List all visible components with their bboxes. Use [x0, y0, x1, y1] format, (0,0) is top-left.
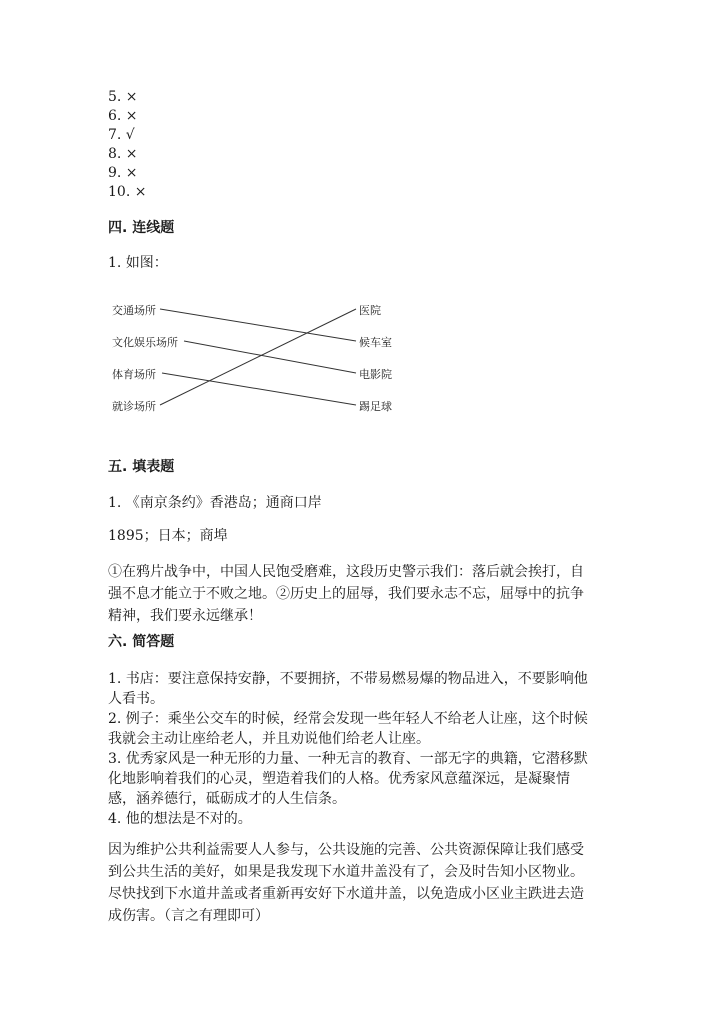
answer-5: 5. ×	[108, 89, 138, 105]
section6-final-line: 到公共生活的美好，如果是我发现下水道井盖没有了，会及时告知小区物业。	[108, 864, 584, 880]
right-item-hospital: 医院	[359, 304, 381, 317]
section6-answer-line: 我就会主动让座给老人，并且劝说他们给老人让座。	[108, 731, 430, 747]
section6-final-line: 成伤害。（言之有理即可）	[108, 908, 269, 924]
match-line-clinic-hospital	[160, 309, 356, 405]
section6-final-line: 因为维护公共利益需要人人参与，公共设施的完善、公共资源保障让我们感受	[108, 842, 584, 858]
match-line-sports-football	[162, 373, 356, 405]
section5-line1: 1. 《南京条约》香港岛；通商口岸	[108, 495, 322, 511]
section5-para-line: 强不息才能立于不败之地。②历史上的屈辱，我们要永志不忘，屈辱中的抗争	[108, 586, 584, 602]
matching-diagram	[100, 295, 420, 420]
left-item-clinic: 就诊场所	[112, 400, 156, 413]
section6-final-paragraph	[108, 839, 618, 927]
section5-para-line: 精神，我们要永远继承！	[108, 608, 262, 624]
answer-10: 10. ×	[108, 184, 147, 200]
match-line-transport-waiting	[160, 309, 356, 341]
section5-heading: 五. 填表题	[108, 459, 175, 475]
answer-8: 8. ×	[108, 146, 138, 162]
answer-9: 9. ×	[108, 165, 138, 181]
right-item-cinema: 电影院	[359, 368, 392, 381]
right-item-waiting-room: 候车室	[359, 336, 392, 349]
right-item-football: 踢足球	[359, 400, 392, 413]
section6-answer-line: 1. 书店：要注意保持安静，不要拥挤，不带易燃易爆的物品进入，不要影响他	[108, 671, 588, 687]
left-item-sports: 体育场所	[112, 368, 156, 381]
section6-final-line: 尽快找到下水道井盖或者重新再安好下水道井盖，以免造成小区业主跌进去造	[108, 886, 584, 902]
section5-paragraph	[108, 561, 618, 627]
answer-6: 6. ×	[108, 108, 138, 124]
section6-answer-line: 3. 优秀家风是一种无形的力量、一种无言的教育、一部无字的典籍，它潜移默	[108, 751, 588, 767]
section6-answer-line: 感，涵养德行，砥砺成才的人生信条。	[108, 791, 346, 807]
section6-answer-line: 化地影响着我们的心灵，塑造着我们的人格。优秀家风意蕴深远，是凝聚情	[108, 771, 570, 787]
answer-7: 7. √	[108, 127, 135, 143]
section6-heading: 六. 简答题	[108, 634, 175, 650]
section4-item: 1. 如图：	[108, 255, 168, 271]
section6-answer-line: 2. 例子：乘坐公交车的时候，经常会发现一些年轻人不给老人让座，这个时候	[108, 711, 588, 727]
section6-answer-line: 人看书。	[108, 691, 164, 707]
left-item-culture: 文化娱乐场所	[112, 336, 178, 349]
section5-para-line: ①在鸦片战争中，中国人民饱受磨难，这段历史警示我们：落后就会挨打，自	[108, 564, 584, 580]
match-line-culture-cinema	[184, 341, 356, 373]
section4-heading: 四. 连线题	[108, 220, 175, 236]
section6-answer-line: 4. 他的想法是不对的。	[108, 811, 252, 827]
left-item-transport: 交通场所	[112, 304, 156, 317]
section5-line2: 1895；日本；商埠	[108, 528, 228, 544]
section6-answers	[108, 669, 618, 829]
